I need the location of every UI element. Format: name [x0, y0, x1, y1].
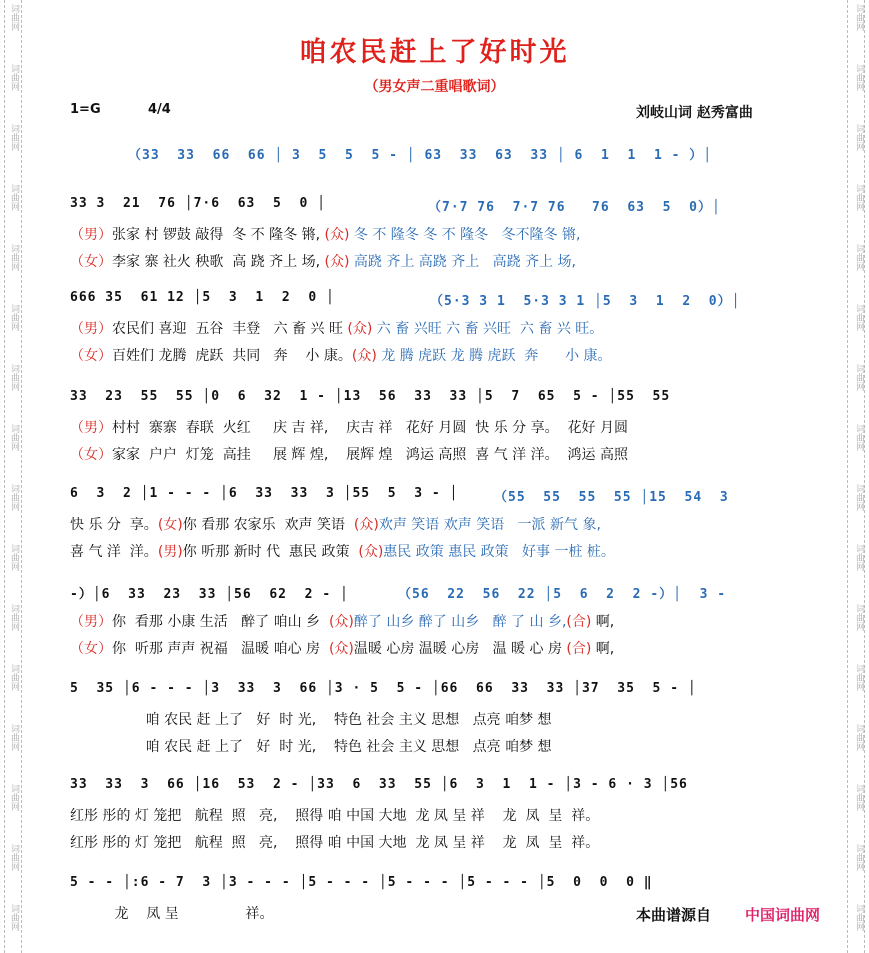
lyric-segment: 红彤 彤的 灯 笼把 航程 照 亮, 照得 咱 中国 大地 龙 凤 呈 祥 龙 凤 呈 祥。	[70, 835, 600, 851]
lyric-segment: 六 畜 兴旺 六 畜 兴旺 六 畜 兴 旺。	[372, 321, 604, 337]
lyric-segment: 啊,	[591, 641, 615, 657]
lyric-line-1	[70, 318, 603, 338]
lyric-segment: （女）	[70, 447, 112, 463]
lyric-segment: 红彤 彤的 灯 笼把 航程 照 亮, 照得 咱 中国 大地 龙 凤 呈 祥 龙 凤 呈 祥。	[70, 808, 600, 824]
lyric-line-2	[70, 832, 599, 852]
watermark-text: 词曲网	[9, 244, 19, 271]
notation-line: -）│6 33 23 33 │56 62 2 - │	[70, 587, 349, 602]
watermark-text: 词曲网	[9, 184, 19, 211]
lyric-segment: 百姓们 龙腾 虎跃 共同 奔 小 康。	[112, 348, 352, 364]
lyric-segment: 啊,	[591, 614, 615, 630]
lyric-segment: (合)	[566, 614, 592, 630]
lyric-segment: 你 看那 小康 生活 醉了 咱山 乡	[112, 614, 329, 630]
song-title: 咱农民赶上了好时光	[299, 37, 570, 68]
lyric-segment: 你 听那 新时 代 惠民 政策	[182, 544, 359, 560]
chorus-notation-line: （55 55 55 55 │15 54 3	[494, 490, 729, 505]
lyric-segment: （女）	[70, 254, 112, 270]
watermark-text: 词曲网	[9, 904, 19, 931]
credits: 刘岐山词 赵秀富曲	[636, 105, 753, 121]
lyric-segment: (众)	[324, 227, 350, 243]
lyric-segment: 醉了 山乡 醉了 山乡 醉 了 山 乡,	[353, 614, 567, 630]
lyric-line-2	[70, 541, 615, 561]
watermark-text: 词曲网	[854, 544, 864, 571]
lyric-line-2	[70, 345, 612, 365]
site-name: 中国词曲网	[745, 906, 821, 924]
notation-line: 33 3 21 76 │7·6 63 5 0 │	[70, 196, 326, 211]
lyric-segment: (众)	[358, 544, 384, 560]
lyric-segment: （男）	[70, 227, 112, 243]
lyric-segment: 龙 腾 虎跃 龙 腾 虎跃 奔 小 康。	[376, 348, 612, 364]
watermark-text: 词曲网	[854, 4, 864, 31]
notation-line: 5 - - │:6 - 7 3 │3 - - - │5 - - - │5 - - - │5 - - - │5 0 0 0 ‖	[70, 875, 653, 890]
lyric-segment: (众)	[328, 641, 354, 657]
watermark-text: 词曲网	[854, 904, 864, 931]
lyric-segment: (众)	[353, 517, 379, 533]
watermark-text: 词曲网	[9, 304, 19, 331]
lyric-segment: 农民们 喜迎 五谷 丰登 六 畜 兴 旺	[112, 321, 348, 337]
lyric-segment: 咱 农民 赶 上了 好 时 光, 特色 社会 主义 思想 点亮 咱梦 想	[70, 712, 552, 728]
lyric-line-1	[70, 224, 580, 244]
lyric-segment: 你 听那 声声 祝福 温暖 咱心 房	[112, 641, 329, 657]
lyric-segment: 李家 寨 社火 秧歌 高 跷 齐上 场,	[112, 254, 325, 270]
watermark-text: 词曲网	[854, 64, 864, 91]
lyric-line-2	[70, 638, 614, 658]
watermark-text: 词曲网	[9, 604, 19, 631]
lyric-segment: 惠民 政策 惠民 政策 好事 一桩 桩。	[383, 544, 615, 560]
key-signature: 1=G	[70, 102, 101, 117]
lyric-line-2	[70, 251, 576, 271]
lyric-segment: 冬 不 隆冬 冬 不 隆冬 冬不隆冬 锵,	[349, 227, 581, 243]
lyric-segment: （女）	[70, 348, 112, 364]
notation-line: 33 23 55 55 │0 6 32 1 - │13 56 33 33 │5 7 65 5 - │55 55	[70, 389, 671, 404]
watermark-text: 词曲网	[9, 4, 19, 31]
lyric-segment: 高跷 齐上 高跷 齐上 高跷 齐上 场,	[349, 254, 576, 270]
watermark-text: 词曲网	[854, 244, 864, 271]
notation-line: 666 35 61 12 │5 3 1 2 0 │	[70, 290, 335, 305]
lyric-segment: 你 看那 农家乐 欢声 笑语	[182, 517, 354, 533]
lyric-line-1	[70, 611, 614, 631]
watermark-text: 词曲网	[9, 544, 19, 571]
chorus-notation-line: （7·7 76 7·7 76 76 63 5 0）│	[428, 200, 721, 215]
lyric-line-1	[70, 805, 599, 825]
lyric-line-1	[70, 417, 628, 437]
watermark-text: 词曲网	[854, 184, 864, 211]
notation-line: 5 35 │6 - - - │3 33 3 66 │3 · 5 5 - │66 66 33 33 │37 35 5 - │	[70, 681, 697, 696]
watermark-text: 词曲网	[854, 124, 864, 151]
watermark-text: 词曲网	[9, 484, 19, 511]
lyric-segment: 喜 气 洋 洋。	[70, 544, 158, 560]
watermark-text: 词曲网	[854, 304, 864, 331]
lyric-segment: (合)	[566, 641, 592, 657]
watermark-text: 词曲网	[9, 424, 19, 451]
lyric-segment: 家家 户户 灯笼 高挂 展 辉 煌, 展辉 煌 鸿运 高照 喜 气 洋 洋。 鸿运 高照	[112, 447, 628, 463]
watermark-text: 词曲网	[9, 664, 19, 691]
chorus-notation-line: （56 22 56 22 │5 6 2 2 -）│ 3 -	[398, 587, 727, 602]
time-signature: 4/4	[148, 102, 171, 117]
intro-notation: （33 33 66 66 │ 3 5 5 5 - │ 63 33 63 33 │ 6 1 1 1 - ）│	[128, 148, 713, 163]
source-label: 本曲谱源自	[636, 906, 712, 924]
chorus-notation-line: （5·3 3 1 5·3 3 1 │5 3 1 2 0）│	[430, 294, 741, 309]
lyric-line-2	[70, 444, 628, 464]
lyric-segment: （男）	[70, 420, 112, 436]
watermark-text: 词曲网	[854, 364, 864, 391]
song-subtitle: （男女声二重唱歌词）	[364, 79, 505, 95]
lyric-line-1	[70, 709, 552, 729]
watermark-text: 词曲网	[854, 784, 864, 811]
lyric-segment: （女）	[70, 641, 112, 657]
lyric-segment: 欢声 笑语 欢声 笑语 一派 新气 象,	[378, 517, 601, 533]
lyric-segment: 张家 村 锣鼓 敲得 冬 不 隆冬 锵,	[112, 227, 325, 243]
watermark-text: 词曲网	[9, 844, 19, 871]
watermark-text: 词曲网	[9, 124, 19, 151]
lyric-segment: (女)	[157, 517, 183, 533]
lyric-segment: 村村 寨寨 春联 火红 庆 吉 祥, 庆吉 祥 花好 月圆 快 乐 分 享。 花好 月圆	[112, 420, 628, 436]
lyric-segment: (男)	[157, 544, 183, 560]
watermark-text: 词曲网	[9, 724, 19, 751]
lyric-segment: 快 乐 分 享。	[70, 517, 158, 533]
watermark-text: 词曲网	[854, 424, 864, 451]
lyric-line-2	[70, 736, 552, 756]
lyric-segment: （男）	[70, 321, 112, 337]
lyric-segment: (众)	[324, 254, 350, 270]
watermark-text: 词曲网	[854, 664, 864, 691]
notation-line: 33 33 3 66 │16 53 2 - │33 6 33 55 │6 3 1 1 - │3 - 6 · 3 │56	[70, 777, 688, 792]
lyric-segment: (众)	[347, 321, 373, 337]
lyric-segment: (众)	[328, 614, 354, 630]
watermark-text: 词曲网	[854, 484, 864, 511]
lyric-segment: 龙 凤 呈 祥。	[70, 906, 274, 922]
watermark-text: 词曲网	[854, 724, 864, 751]
lyric-segment: （男）	[70, 614, 112, 630]
notation-line: 6 3 2 │1 - - - │6 33 33 3 │55 5 3 - │	[70, 486, 459, 501]
lyric-line-1	[70, 514, 601, 534]
lyric-segment: (众)	[351, 348, 377, 364]
watermark-text: 词曲网	[854, 844, 864, 871]
watermark-text: 词曲网	[854, 604, 864, 631]
watermark-text: 词曲网	[9, 784, 19, 811]
lyric-segment: 咱 农民 赶 上了 好 时 光, 特色 社会 主义 思想 点亮 咱梦 想	[70, 739, 552, 755]
lyric-segment: 温暖 心房 温暖 心房 温 暖 心 房	[353, 641, 567, 657]
watermark-text: 词曲网	[9, 364, 19, 391]
lyric-line-1	[70, 903, 274, 923]
watermark-text: 词曲网	[9, 64, 19, 91]
